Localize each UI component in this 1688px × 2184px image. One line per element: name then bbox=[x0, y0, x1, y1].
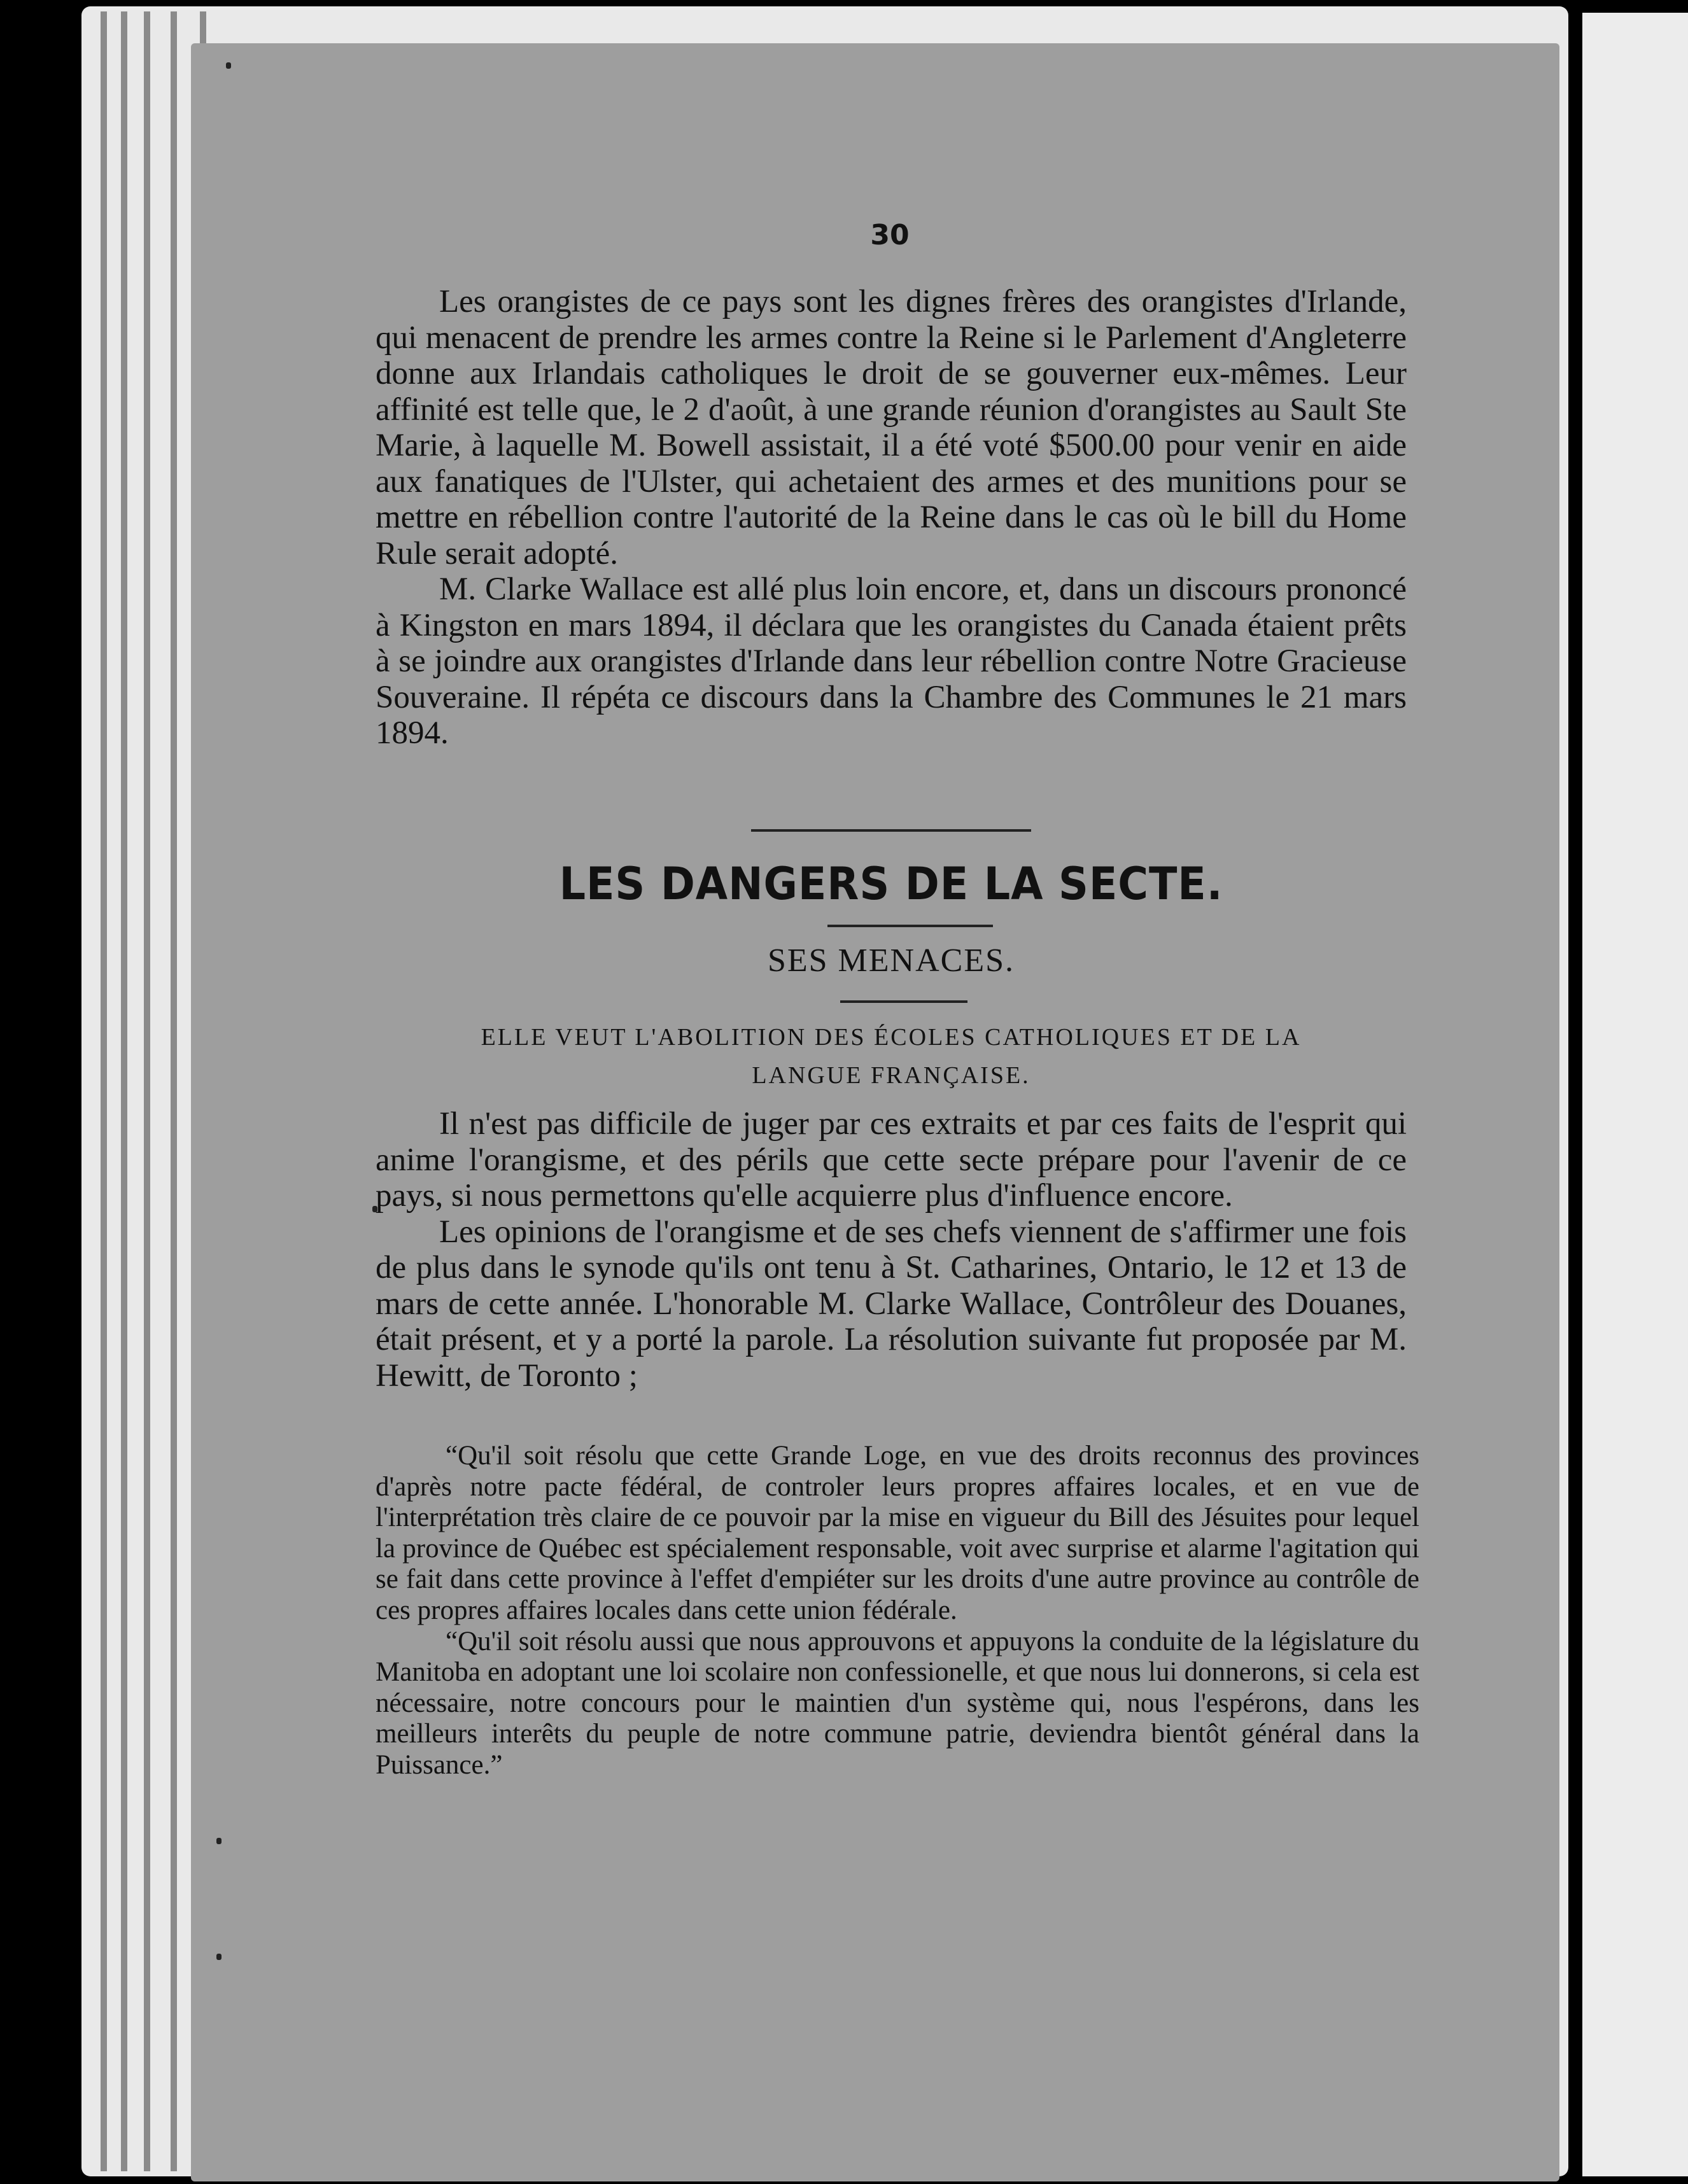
section-heading-line: LANGUE FRANÇAISE. bbox=[752, 1062, 1030, 1089]
margin-speck bbox=[216, 1838, 222, 1844]
paragraph: Il n'est pas difficile de juger par ces extraits et par ces faits de l'esprit qui anime l'orangisme, et des périls que cette secte prépare pour l'avenir de ce pays, si nous permettons qu'elle acquierre plus d'influence encore. bbox=[376, 1106, 1407, 1214]
margin-speck bbox=[226, 62, 231, 69]
divider-rule bbox=[827, 925, 993, 927]
quote-paragraph: “Qu'il soit résolu aussi que nous approuvons et appuyons la conduite de la législature du Manitoba en adoptant une loi scolaire non confessionelle, et que nous lui donnerons, si cela est nécessaire, notre concours pour le maintien d'un système qui, nous l'espérons, dans les meilleurs interêts du peuple de notre commune patrie, deviendra bientôt général dans la Puissance.” bbox=[376, 1626, 1419, 1780]
section-title: LES DANGERS DE LA SECTE. bbox=[559, 858, 1223, 910]
resolution-quote bbox=[376, 1441, 1419, 1781]
opening-text bbox=[376, 284, 1407, 752]
page-number: 30 bbox=[870, 219, 910, 251]
page-edge bbox=[101, 11, 107, 2171]
paragraph: Les orangistes de ce pays sont les dignes frères des orangistes d'Irlande, qui menacent de prendre les armes contre la Reine si le Parlement d'Angleterre donne aux Irlandais catholiques le droit de se gouverner eux-mêmes. Leur affinité est telle que, le 2 d'août, à une grande réunion d'orangistes au Sault Ste Marie, à laquelle M. Bowell assistait, il a été voté $500.00 pour venir en aide aux fanatiques de l'Ulster, qui achetaient des armes et des munitions pour se mettre en rébellion contre l'autorité de la Reine dans le cas où le bill du Home Rule serait adopté. bbox=[376, 284, 1407, 571]
page-edge bbox=[144, 11, 150, 2171]
section-heading bbox=[382, 1018, 1400, 1095]
divider-rule bbox=[751, 829, 1031, 832]
page-edge bbox=[171, 11, 177, 2171]
page-gutter bbox=[1570, 13, 1582, 2176]
divider-rule bbox=[840, 1000, 967, 1003]
page-edge bbox=[121, 11, 127, 2171]
paragraph: M. Clarke Wallace est allé plus loin encore, et, dans un discours prononcé à Kingston en mars 1894, il déclara que les orangistes du Canada étaient prêts à se joindre aux orangistes d'Irlande dans leur rébellion contre Notre Gracieuse Souveraine. Il répéta ce discours dans la Chambre des Communes le 21 mars 1894. bbox=[376, 571, 1407, 751]
quote-paragraph: “Qu'il soit résolu que cette Grande Loge, en vue des droits reconnus des provinces d'après notre pacte fédéral, de controler leurs propres affaires locales, et en vue de l'interprétation très claire de ce pouvoir par la mise en vigueur du Bill des Jésuites pour lequel la province de Québec est spécialement responsable, voit avec surprise et alarme l'agitation qui se fait dans cette province à l'effet d'empiéter sur les droits d'une autre province au contrôle de ces propres affaires locales dans cette union fédérale. bbox=[376, 1441, 1419, 1625]
margin-speck bbox=[216, 1954, 222, 1960]
paragraph: Les opinions de l'orangisme et de ses chefs viennent de s'affirmer une fois de plus dans le synode qu'ils ont tenu à St. Catharines, Ontario, le 12 et 13 de mars de cette année. L'honorable M. Clarke Wallace, Contrôleur des Douanes, était présent, et y a porté la parole. La résolution suivante fut proposée par M. Hewitt, de Toronto ; bbox=[376, 1214, 1407, 1394]
section-subtitle: SES MENACES. bbox=[767, 942, 1015, 979]
middle-text bbox=[376, 1106, 1407, 1394]
next-page-edge bbox=[1582, 13, 1688, 2176]
section-heading-line: ELLE VEUT L'ABOLITION DES ÉCOLES CATHOLIQUES ET DE LA bbox=[481, 1024, 1302, 1051]
